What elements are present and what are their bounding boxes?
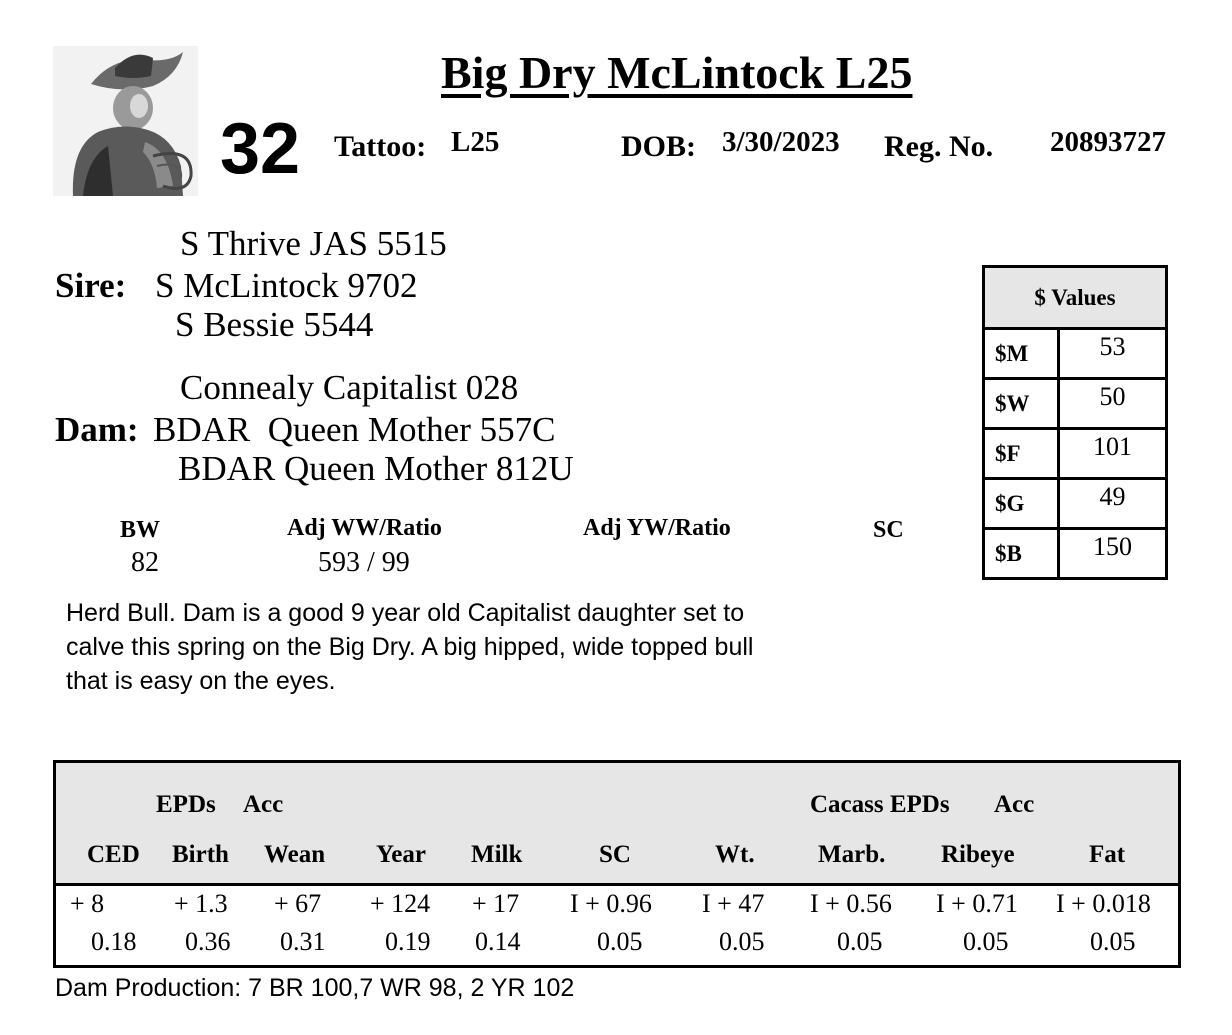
dollar-label: $G <box>985 480 1060 527</box>
epd-col-header: SC <box>599 841 631 868</box>
epd-col-header: Milk <box>471 841 523 868</box>
dollar-value: 49 <box>1099 482 1126 511</box>
dollar-row <box>985 430 1165 480</box>
bw-label: BW <box>120 517 161 543</box>
acc-value: 0.05 <box>963 927 1009 956</box>
epd-col-header: Ribeye <box>941 841 1015 868</box>
acc-value: 0.05 <box>597 927 643 956</box>
dollar-row <box>985 380 1165 430</box>
page-title: Big Dry McLintock L25 <box>441 47 913 98</box>
dollar-value: 50 <box>1099 382 1126 411</box>
bull-description: Herd Bull. Dam is a good 9 year old Capitalist daughter set to calve this spring on the Big Dry. A big hipped, wide topped bull that is easy on the eyes. <box>66 599 754 695</box>
tattoo-label: Tattoo: <box>334 130 427 163</box>
cowboy-portrait-icon <box>53 46 198 196</box>
sc-label: SC <box>873 517 904 543</box>
dam-dam: BDAR Queen Mother 812U <box>178 449 574 488</box>
epd-value: + 17 <box>472 889 520 918</box>
epd-group-label: EPDs <box>156 791 216 818</box>
dollar-values-table <box>982 265 1168 580</box>
epd-value: + 124 <box>370 889 431 918</box>
tattoo-value: L25 <box>451 126 500 158</box>
dam-production: Dam Production: 7 BR 100,7 WR 98, 2 YR 102 <box>55 974 575 1002</box>
dollar-values-title: $ Values <box>985 268 1165 330</box>
epd-col-header: CED <box>87 841 140 868</box>
dollar-row <box>985 480 1165 530</box>
epd-value: + 8 <box>70 889 105 918</box>
acc-value: 0.31 <box>280 927 326 956</box>
acc-value: 0.05 <box>837 927 883 956</box>
acc-value: 0.05 <box>1090 927 1136 956</box>
epd-col-header: Birth <box>172 841 229 868</box>
epd-col-header: Fat <box>1089 841 1126 868</box>
acc-value: 0.36 <box>185 927 231 956</box>
carcass-acc-label: Acc <box>994 791 1035 818</box>
epd-col-header: Year <box>376 841 426 868</box>
dob-value: 3/30/2023 <box>722 126 840 158</box>
dollar-row <box>985 330 1165 380</box>
epd-value: I + 47 <box>702 889 765 918</box>
dob-label: DOB: <box>621 130 696 163</box>
dollar-value: 150 <box>1093 532 1132 561</box>
reg-value: 20893727 <box>1050 126 1166 158</box>
dam-label: Dam: <box>55 410 139 449</box>
epd-header <box>56 763 1178 886</box>
epd-table <box>53 760 1181 968</box>
sire-name: S McLintock 9702 <box>155 266 418 305</box>
yw-label: Adj YW/Ratio <box>583 515 731 541</box>
epd-value: + 1.3 <box>174 889 228 918</box>
dollar-label: $F <box>985 430 1060 477</box>
ww-value: 593 / 99 <box>318 547 410 578</box>
epd-col-header: Marb. <box>818 841 886 868</box>
epd-value: I + 0.56 <box>810 889 892 918</box>
epd-value: + 67 <box>274 889 322 918</box>
sire-sire: S Thrive JAS 5515 <box>180 224 447 263</box>
lot-number: 32 <box>220 109 301 189</box>
dollar-label: $W <box>985 380 1060 427</box>
carcass-epd-group-label: Cacass EPDs <box>810 791 950 818</box>
ww-label: Adj WW/Ratio <box>287 515 442 541</box>
acc-value: 0.14 <box>475 927 521 956</box>
dam-sire: Connealy Capitalist 028 <box>180 368 519 407</box>
dollar-value: 53 <box>1099 332 1126 361</box>
bw-value: 82 <box>131 547 159 578</box>
acc-value: 0.05 <box>719 927 765 956</box>
epd-value: I + 0.71 <box>936 889 1018 918</box>
dam-name: BDAR Queen Mother 557C <box>153 410 556 449</box>
sire-label: Sire: <box>55 266 127 305</box>
sire-dam: S Bessie 5544 <box>175 305 374 344</box>
dollar-value: 101 <box>1093 432 1132 461</box>
acc-value: 0.19 <box>385 927 431 956</box>
reg-label: Reg. No. <box>884 130 994 163</box>
epd-value: I + 0.96 <box>570 889 652 918</box>
epd-col-header: Wean <box>264 841 326 868</box>
epd-value: I + 0.018 <box>1056 889 1151 918</box>
dollar-label: $B <box>985 530 1060 577</box>
dollar-label: $M <box>985 330 1060 377</box>
epd-acc-label: Acc <box>243 791 284 818</box>
acc-value: 0.18 <box>91 927 137 956</box>
dollar-row <box>985 530 1165 577</box>
epd-col-header: Wt. <box>715 841 755 868</box>
